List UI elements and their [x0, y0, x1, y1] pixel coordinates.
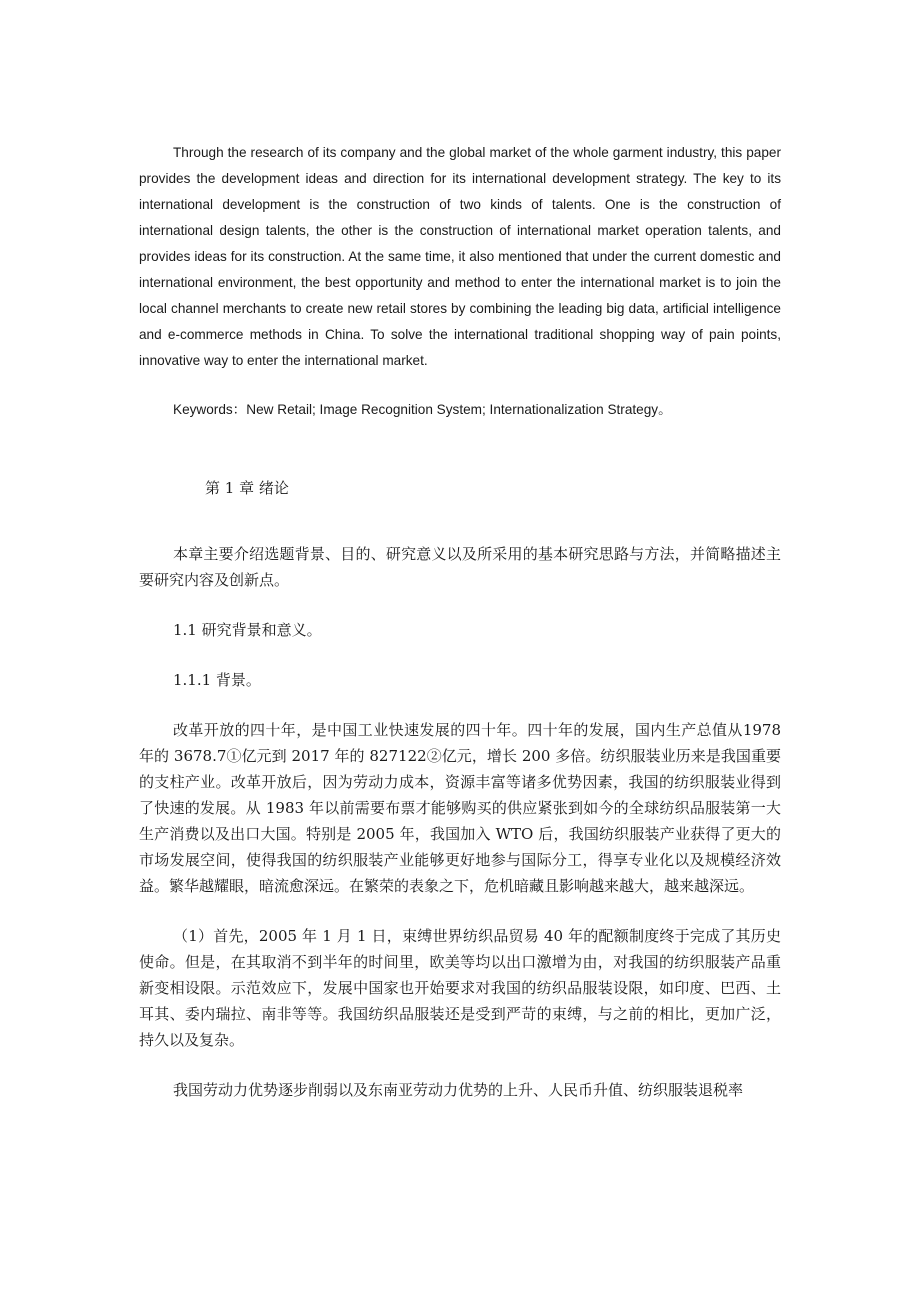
- abstract-paragraph: Through the research of its company and the global market of the whole garment industry, this paper provides the development ideas and direction for its international development strategy. The key to its international development is the construction of two kinds of talents. One is the construction of international design talents, the other is the construction of international market operation talents, and provides ideas for its construction. At the same time, it also mentioned that under the current domestic and international environment, the best opportunity and method to enter the international market is to join the local channel merchants to create new retail stores by combining the leading big data, artificial intelligence and e-commerce methods in China. To solve the international traditional shopping way of pain points, innovative way to enter the international market.: [139, 145, 781, 368]
- section-heading-1-1-1: 1.1.1 背景。: [173, 671, 261, 689]
- chapter-title: 第 1 章 绪论: [205, 479, 289, 497]
- body-paragraph: 改革开放的四十年，是中国工业快速发展的四十年。四十年的发展，国内生产总值从1978 年的 3678.7①亿元到 2017 年的 827122②亿元，增长 200 多倍。纺织服装业历来是我国重要的支柱产业。改革开放后，因为劳动力成本，资源丰富等诸多优势因素，我国的纺织服装业得到了快速的发展。从 1983 年以前需要布票才能够购买的供应紧张到如今的全球纺织品服装第一大生产消费以及出口大国。特别是 2005 年，我国加入 WTO 后，我国纺织服装产业获得了更大的市场发展空间，使得我国的纺织服装产业能够更好地参与国际分工，得享专业化以及规模经济效益。繁华越耀眼，暗流愈深远。在繁荣的表象之下，危机暗藏且影响越来越大，越来越深远。: [139, 721, 781, 895]
- chapter-intro-paragraph: 本章主要介绍选题背景、目的、研究意义以及所采用的基本研究思路与方法，并简略描述主要研究内容及创新点。: [139, 545, 781, 589]
- body-paragraph: （1）首先，2005 年 1 月 1 日，束缚世界纺织品贸易 40 年的配额制度终于完成了其历史使命。但是，在其取消不到半年的时间里，欧美等均以出口激增为由，对我国的纺织服装产品重新变相设限。示范效应下，发展中国家也开始要求对我国的纺织品服装设限，如印度、巴西、土耳其、委内瑞拉、南非等等。我国纺织品服装还是受到严苛的束缚，与之前的相比，更加广泛，持久以及复杂。: [139, 927, 781, 1049]
- section-heading-1-1: 1.1 研究背景和意义。: [173, 621, 322, 639]
- keywords-line: Keywords：New Retail; Image Recognition System; Internationalization Strategy。: [173, 402, 672, 417]
- body-paragraph: 我国劳动力优势逐步削弱以及东南亚劳动力优势的上升、人民币升值、纺织服装退税率: [173, 1081, 744, 1099]
- document-page: [139, 140, 781, 1103]
